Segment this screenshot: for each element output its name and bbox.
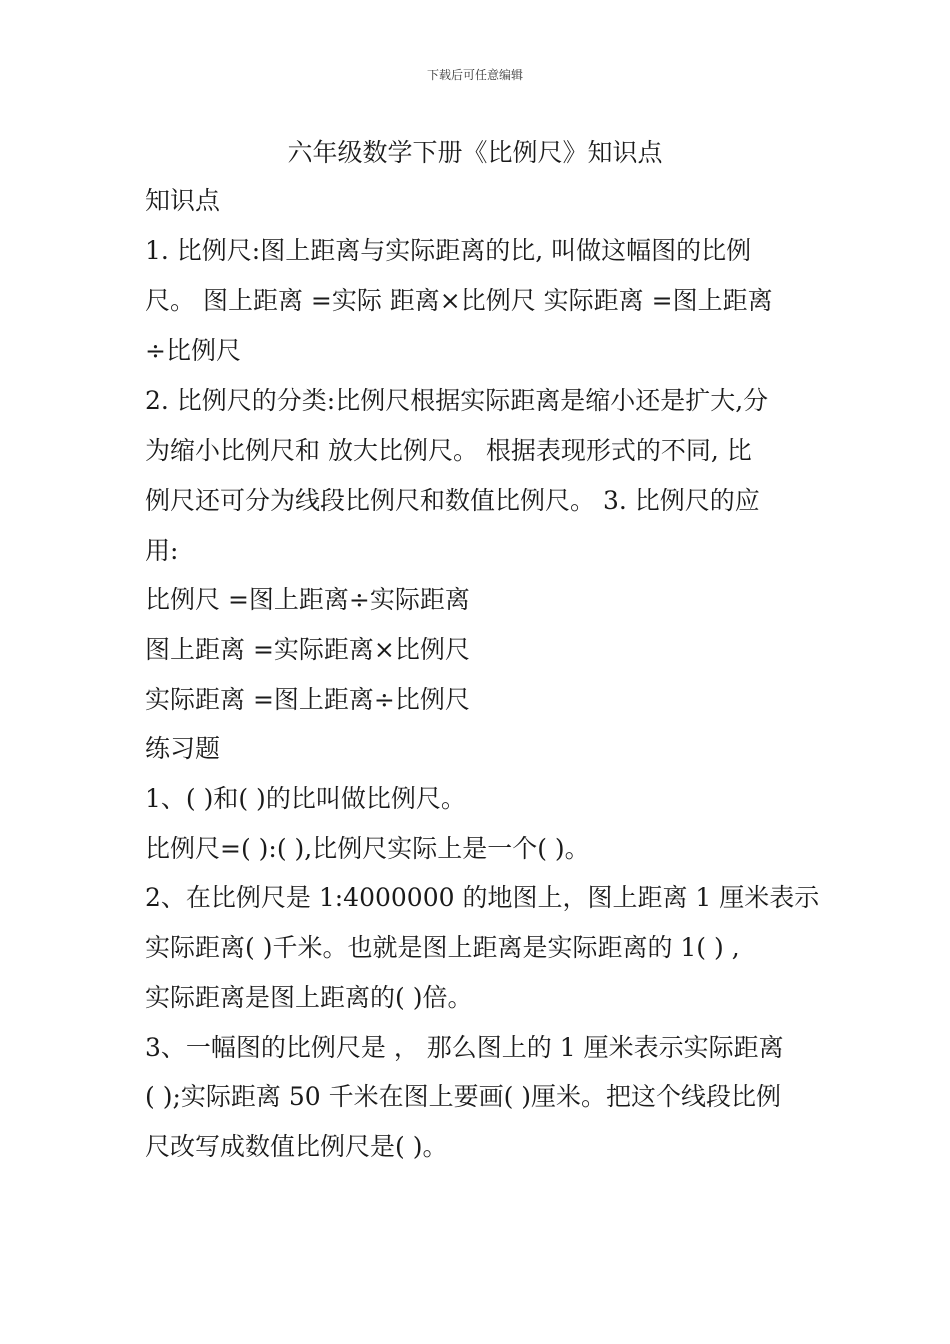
text-line: 比例尺 =图上距离÷实际距离 — [145, 585, 470, 614]
text-line: 实际距离是图上距离的( )倍。 — [145, 983, 473, 1012]
document-title: 六年级数学下册《比例尺》知识点 — [287, 138, 663, 167]
text-line: ÷比例尺 — [145, 336, 241, 365]
text-line: 1、( )和( )的比叫做比例尺。 — [145, 784, 466, 813]
text-line: 用: — [145, 536, 179, 565]
text-line: 为缩小比例尺和 放大比例尺。 根据表现形式的不同, 比 — [145, 436, 752, 465]
text-line: 尺。 图上距离 =实际 距离×比例尺 实际距离 =图上距离 — [145, 286, 773, 315]
header-note: 下载后可任意编辑 — [426, 68, 523, 82]
text-line: 2、在比例尺是 1:4000000 的地图上，图上距离 1 厘米表示 — [145, 883, 820, 912]
text-line: 实际距离 =图上距离÷比例尺 — [145, 685, 470, 714]
text-line: 知识点 — [145, 186, 221, 215]
text-line: 尺改写成数值比例尺是( )。 — [145, 1132, 448, 1161]
text-line: 例尺还可分为线段比例尺和数值比例尺。 3. 比例尺的应 — [145, 486, 760, 515]
text-line: 练习题 — [145, 734, 221, 763]
text-line: 2. 比例尺的分类:比例尺根据实际距离是缩小还是扩大,分 — [145, 386, 769, 415]
text-line: 图上距离 =实际距离×比例尺 — [145, 635, 470, 664]
text-line: 1. 比例尺:图上距离与实际距离的比, 叫做这幅图的比例 — [145, 236, 752, 265]
text-line: 实际距离( )千米。也就是图上距离是实际距离的 1( ) , — [145, 933, 740, 962]
text-line: ( );实际距离 50 千米在图上要画( )厘米。把这个线段比例 — [145, 1082, 782, 1111]
text-line: 3、一幅图的比例尺是 ， 那么图上的 1 厘米表示实际距离 — [145, 1033, 784, 1062]
text-line: 比例尺=( ):( ),比例尺实际上是一个( )。 — [145, 834, 590, 863]
